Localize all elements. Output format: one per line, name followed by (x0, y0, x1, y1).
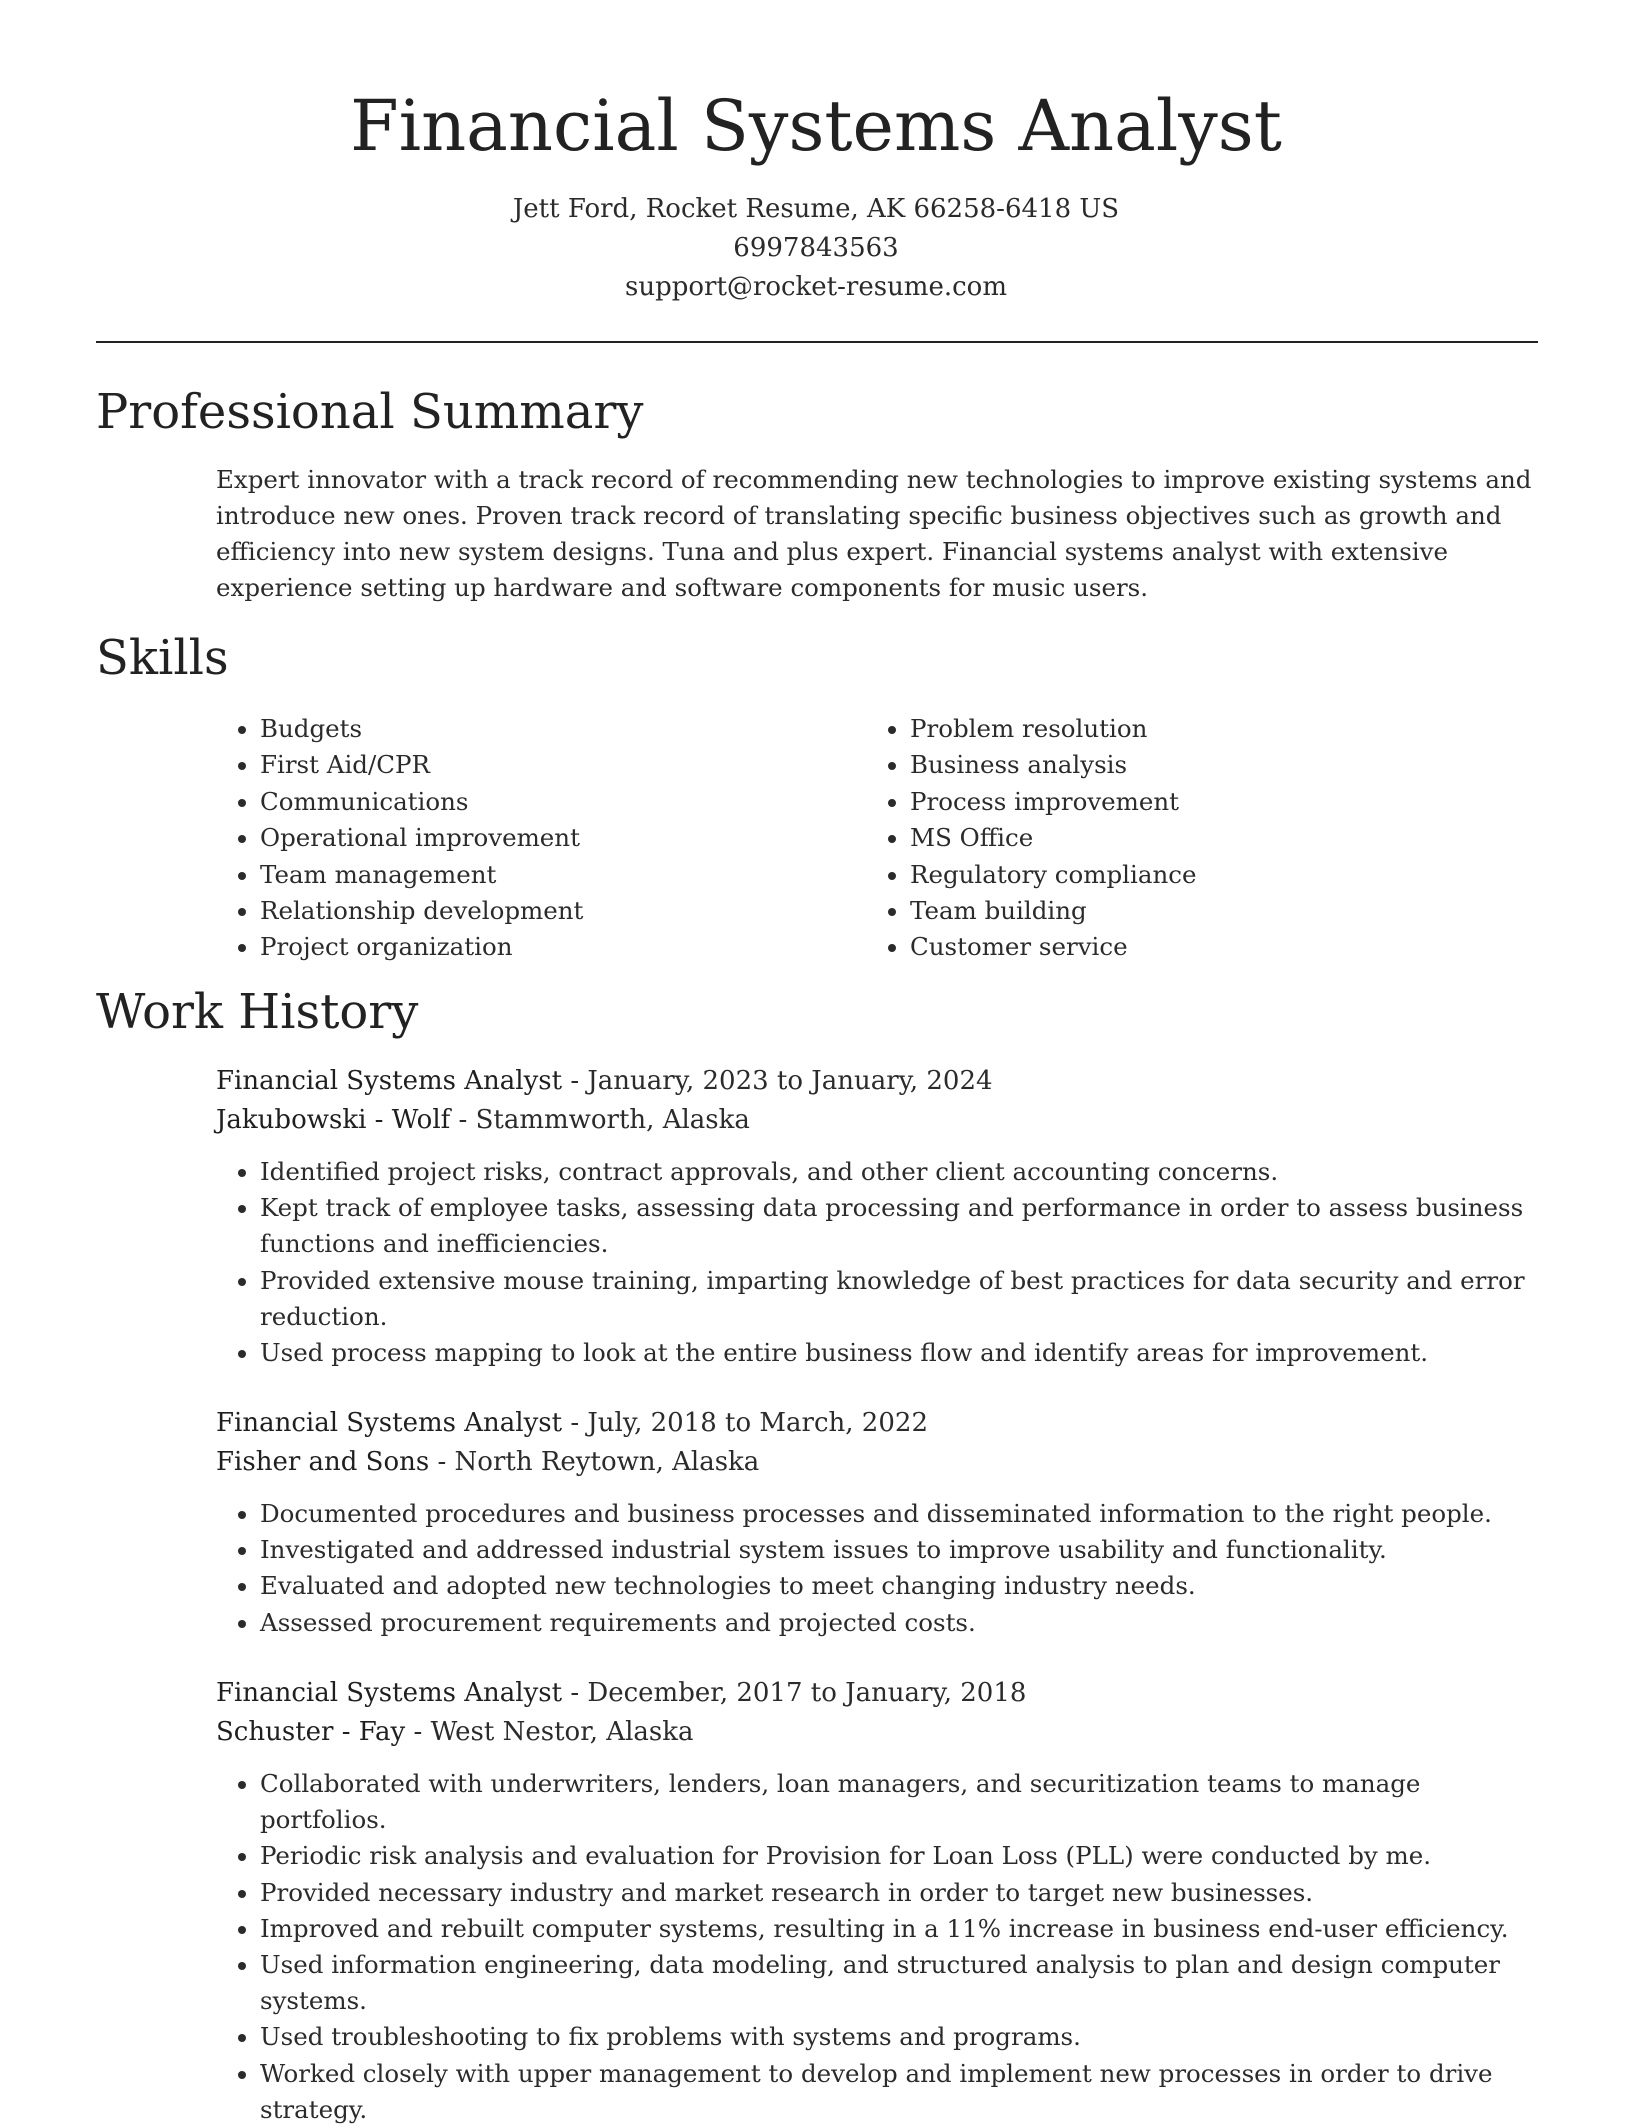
summary-text: Expert innovator with a track record of recommending new technologies to improve existing systems and introduce new ones. Proven track record of translating specific business objectives such as growth and efficiency into new system designs. Tuna and plus expert. Financial systems analyst with extensive experience setting up hardware and software components for music users. (216, 465, 1532, 602)
contact-phone: 6997843563 (733, 233, 899, 263)
job-company: Schuster - Fay (216, 1717, 406, 1747)
job-company-line (216, 1101, 1546, 1140)
skill-item: • Relationship development (260, 893, 866, 929)
skill-item: • Team management (260, 857, 866, 893)
skill-item: • Communications (260, 784, 866, 820)
job-bullet: • Documented procedures and business processes and disseminated information to the right people. (260, 1496, 1546, 1532)
job-title: Financial Systems Analyst (216, 1408, 563, 1438)
summary-heading: Professional Summary (96, 384, 644, 440)
job-entry (216, 1062, 1546, 1371)
skill-item: • MS Office (910, 820, 1516, 856)
job-title-line (216, 1674, 1546, 1713)
skill-item: • Business analysis (910, 747, 1516, 783)
job-location: - West Nestor, Alaska (405, 1717, 694, 1747)
job-bullet: • Used process mapping to look at the entire business flow and identify areas for improvement. (260, 1335, 1546, 1371)
job-bullet: • Collaborated with underwriters, lenders, loan managers, and securitization teams to manage portfolios. (260, 1766, 1546, 1838)
job-dates: - January, 2023 to January, 2024 (562, 1066, 993, 1096)
skill-item: • Regulatory compliance (910, 857, 1516, 893)
job-company-line (216, 1713, 1546, 1752)
skill-item: • Customer service (910, 929, 1516, 965)
job-bullets (216, 1154, 1546, 1371)
resume-title: Financial Systems Analyst (350, 85, 1282, 167)
job-dates: - December, 2017 to January, 2018 (562, 1678, 1027, 1708)
job-bullet: • Provided necessary industry and market research in order to target new businesses. (260, 1875, 1546, 1911)
job-bullet: • Investigated and addressed industrial system issues to improve usability and functionality. (260, 1532, 1546, 1568)
job-entry (216, 1404, 1546, 1641)
job-bullets (216, 1766, 1546, 2128)
contact-block (0, 190, 1632, 307)
job-title: Financial Systems Analyst (216, 1678, 563, 1708)
job-location: - North Reytown, Alaska (429, 1447, 760, 1477)
job-bullet: • Evaluated and adopted new technologies to meet changing industry needs. (260, 1568, 1546, 1604)
job-bullets (216, 1496, 1546, 1641)
job-company: Jakubowski - Wolf (216, 1105, 451, 1135)
job-bullet: • Worked closely with upper management to develop and implement new processes in order to drive strategy. (260, 2056, 1546, 2128)
job-bullet: • Identified project risks, contract approvals, and other client accounting concerns. (260, 1154, 1546, 1190)
contact-email: support@rocket-resume.com (624, 272, 1007, 302)
job-company: Fisher and Sons (216, 1447, 430, 1477)
skills-column-left (216, 711, 866, 966)
skills-list (216, 711, 1546, 966)
job-bullet: • Provided extensive mouse training, imparting knowledge of best practices for data security and error reduction. (260, 1263, 1546, 1335)
job-bullet: • Used troubleshooting to fix problems with systems and programs. (260, 2019, 1546, 2055)
skills-column-right (866, 711, 1516, 966)
job-bullet: • Used information engineering, data modeling, and structured analysis to plan and design computer systems. (260, 1947, 1546, 2019)
skill-item: • Problem resolution (910, 711, 1516, 747)
job-title: Financial Systems Analyst (216, 1066, 563, 1096)
contact-address: Jett Ford, Rocket Resume, AK 66258-6418 US (512, 194, 1120, 224)
job-location: - Stammworth, Alaska (450, 1105, 750, 1135)
job-bullet: • Periodic risk analysis and evaluation for Provision for Loan Loss (PLL) were conducted by me. (260, 1838, 1546, 1874)
job-bullet: • Kept track of employee tasks, assessing data processing and performance in order to assess business functions and inefficiencies. (260, 1190, 1546, 1262)
job-title-line (216, 1062, 1546, 1101)
header-divider (96, 341, 1538, 343)
skill-item: • Process improvement (910, 784, 1516, 820)
job-title-line (216, 1404, 1546, 1443)
job-entry (216, 1674, 1546, 2128)
work-history-heading: Work History (96, 984, 419, 1040)
skill-item: • First Aid/CPR (260, 747, 866, 783)
job-bullet: • Assessed procurement requirements and projected costs. (260, 1605, 1546, 1641)
skill-item: • Project organization (260, 929, 866, 965)
job-bullet: • Improved and rebuilt computer systems, resulting in a 11% increase in business end-user efficiency. (260, 1911, 1546, 1947)
skill-item: • Operational improvement (260, 820, 866, 856)
skill-item: • Team building (910, 893, 1516, 929)
job-dates: - July, 2018 to March, 2022 (562, 1408, 928, 1438)
skill-item: • Budgets (260, 711, 866, 747)
job-company-line (216, 1443, 1546, 1482)
skills-heading: Skills (96, 630, 229, 686)
